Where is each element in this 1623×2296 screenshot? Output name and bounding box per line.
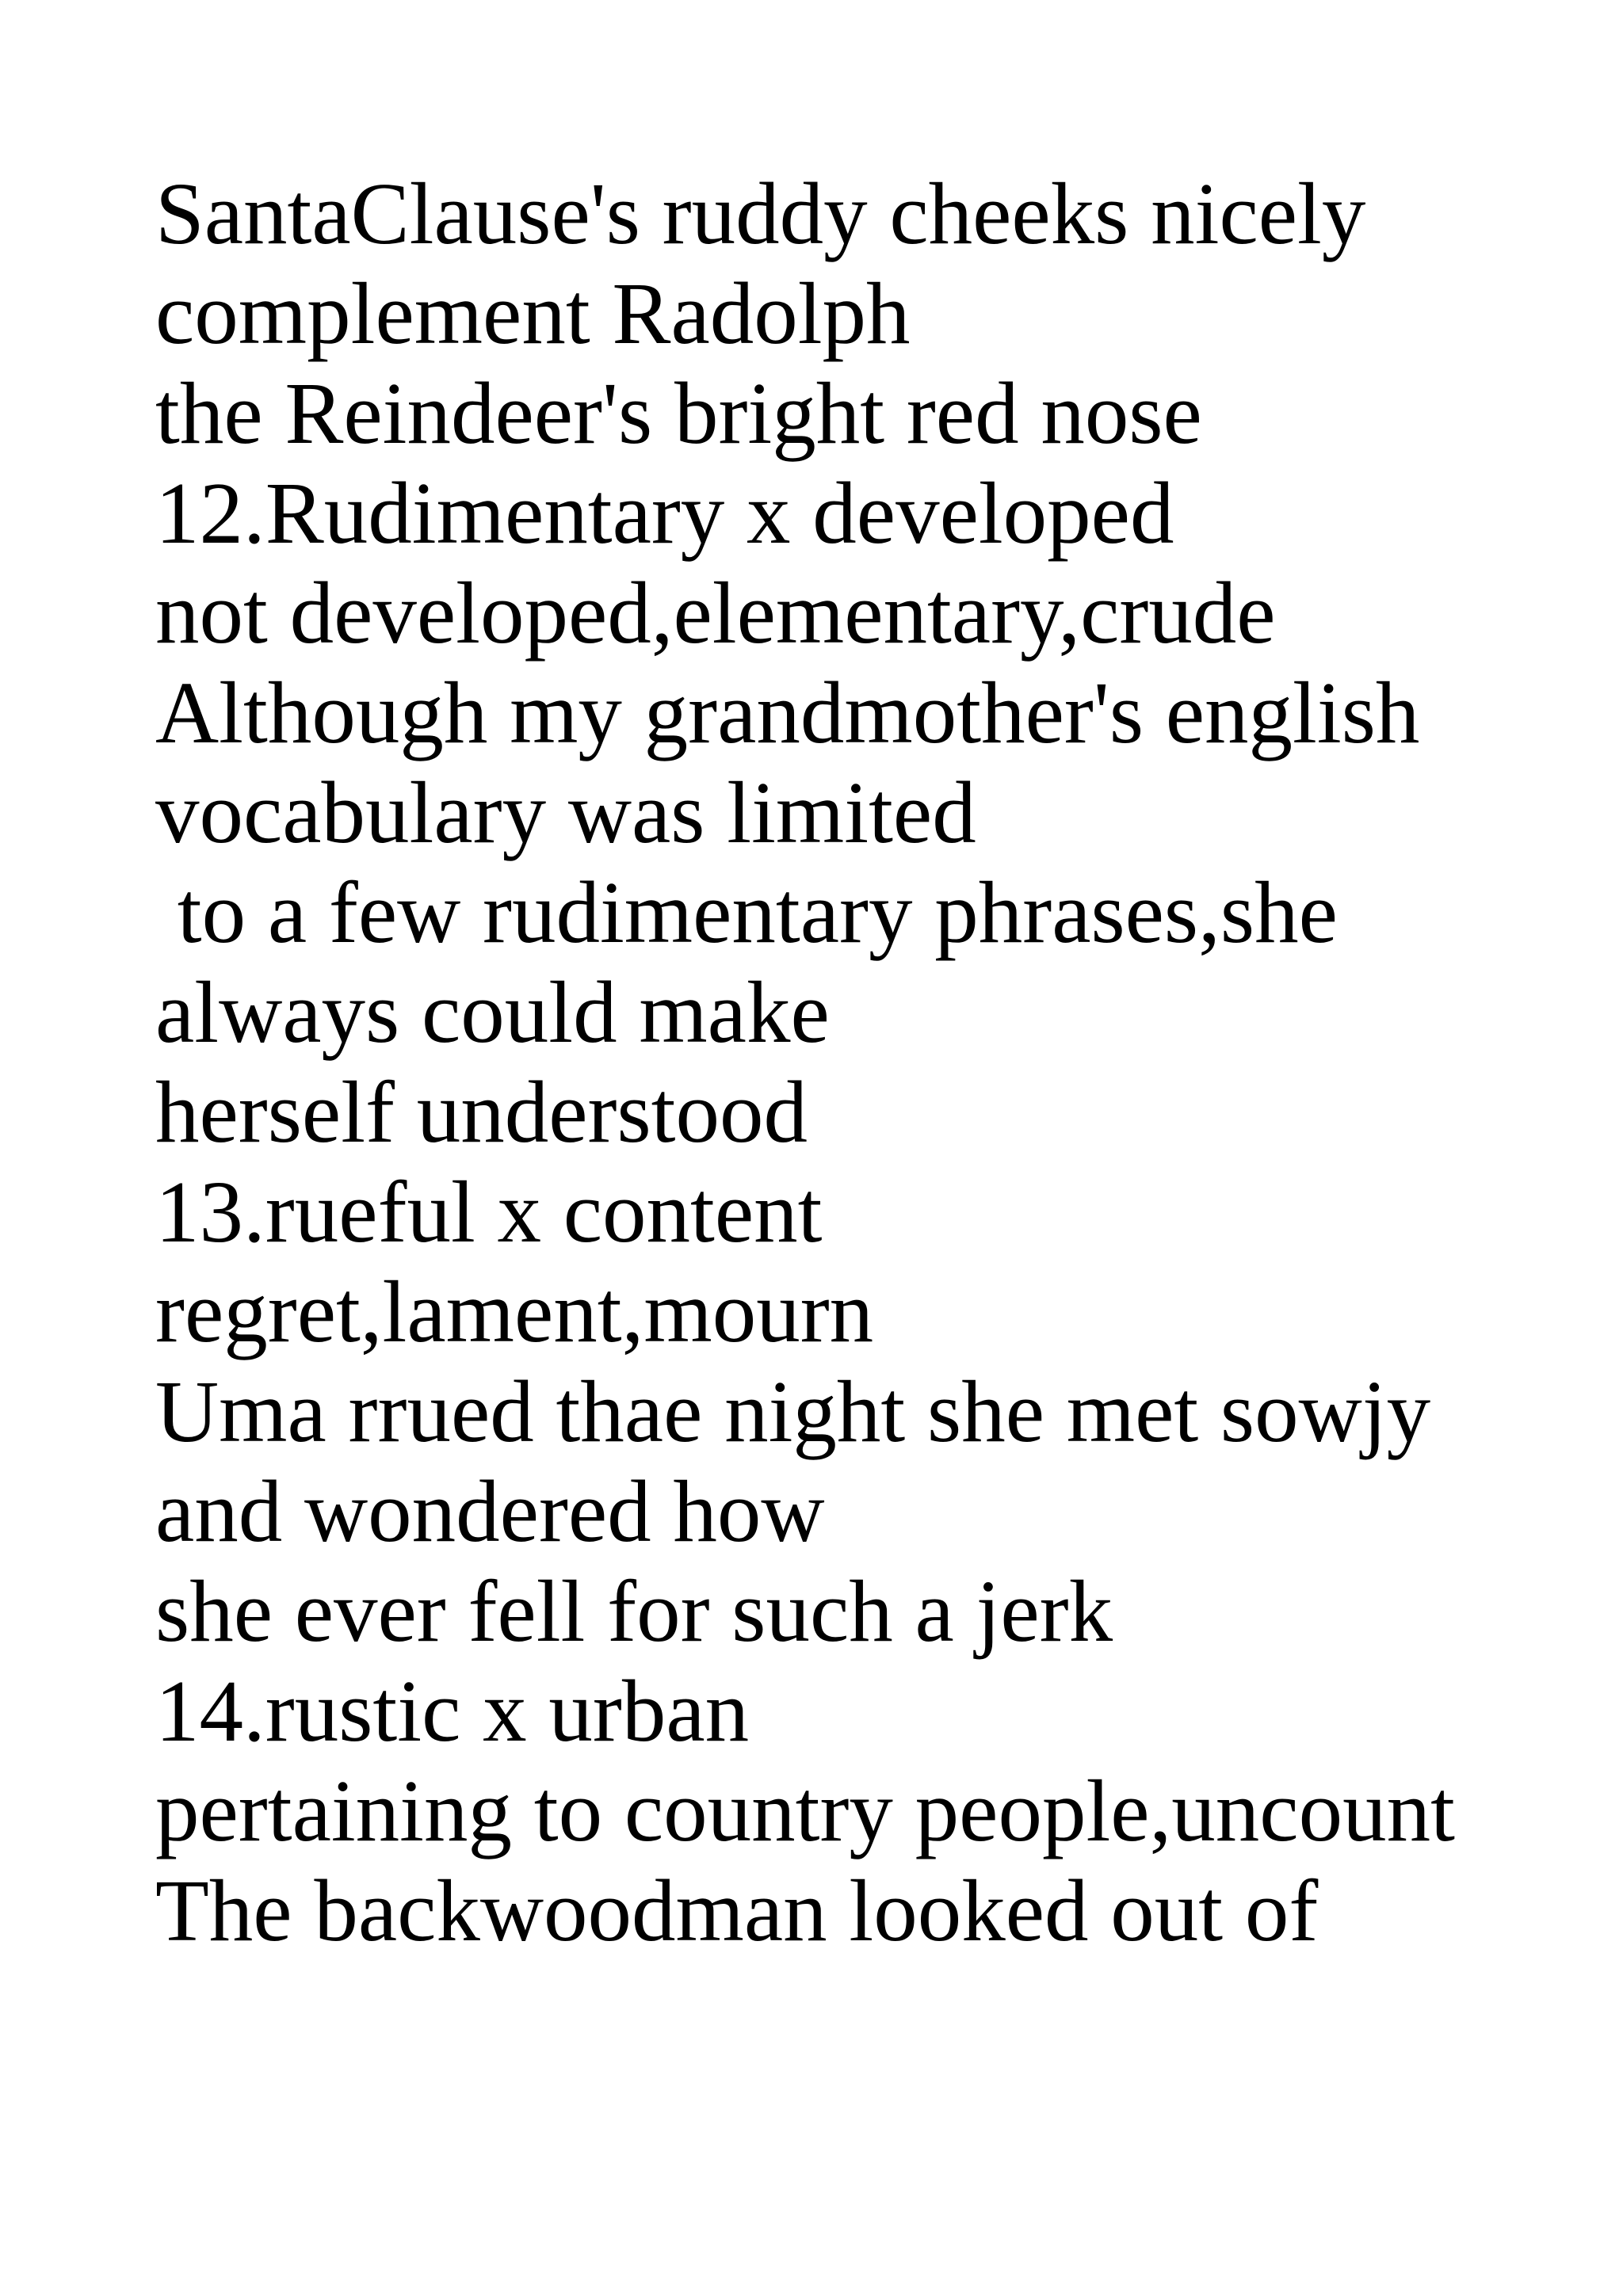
- text-line: 12.Rudimentary x developed: [155, 465, 1174, 563]
- text-line: 13.rueful x content: [155, 1164, 823, 1261]
- text-line: she ever fell for such a jerk: [155, 1563, 1113, 1661]
- text-line: regret,lament,mourn: [155, 1264, 874, 1361]
- text-line: to a few rudimentary phrases,she: [155, 864, 1338, 962]
- text-line: Uma rrued thae night she met sowjy: [155, 1363, 1431, 1461]
- text-line: vocabulary was limited: [155, 765, 976, 862]
- text-line: always could make: [155, 964, 830, 1062]
- text-line: and wondered how: [155, 1463, 825, 1561]
- handwritten-notes-text: [155, 165, 1598, 1962]
- text-line: complement Radolph: [155, 265, 911, 363]
- text-line: 14.rustic x urban: [155, 1663, 750, 1760]
- text-line: SantaClause's ruddy cheeks nicely: [155, 166, 1366, 263]
- text-line: pertaining to country people,uncount: [155, 1763, 1455, 1860]
- text-line: Although my grandmother's english: [155, 665, 1420, 762]
- text-line: herself understood: [155, 1064, 808, 1161]
- text-line: the Reindeer's bright red nose: [155, 365, 1202, 463]
- text-line: The backwoodman looked out of: [155, 1863, 1319, 1960]
- text-line: not developed,elementary,crude: [155, 565, 1276, 662]
